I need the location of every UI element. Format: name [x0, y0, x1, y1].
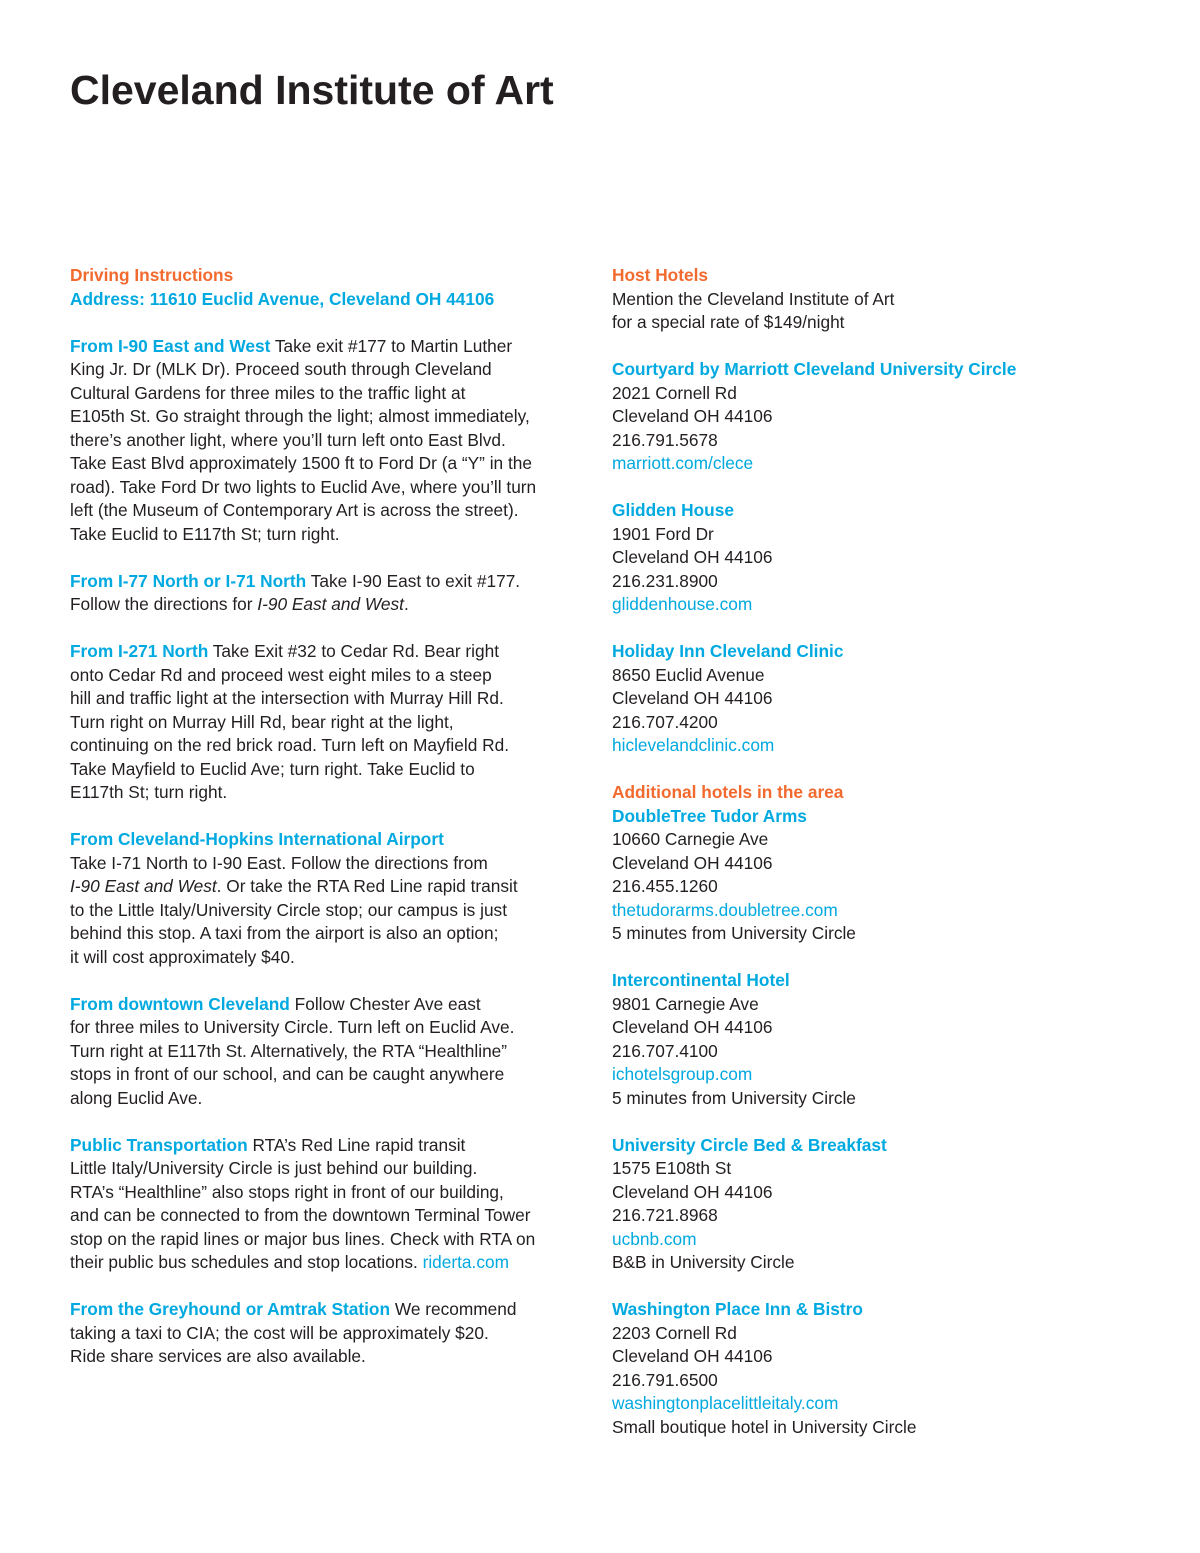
hotel-website-link[interactable]: marriott.com/clece: [612, 453, 754, 473]
driving-instructions-column: [70, 264, 590, 1369]
section-downtown-text: stops in front of our school, and can be caught anywhere: [70, 1064, 505, 1084]
hotel-phone: 216.707.4200: [612, 711, 718, 732]
hotel-note: 5 minutes from University Circle: [612, 1087, 856, 1108]
hotel-street: 2021 Cornell Rd: [612, 382, 737, 403]
section-public-text: RTA’s “Healthline” also stops right in front of our building,: [70, 1181, 504, 1202]
section-airport: [70, 828, 590, 969]
section-downtown-text: Turn right at E117th St. Alternatively, the RTA “Healthline”: [70, 1040, 508, 1061]
hotel-entry: [612, 358, 1172, 476]
section-i90-text: Take Euclid to E117th St; turn right.: [70, 523, 340, 544]
hotel-name: University Circle Bed & Breakfast: [612, 1134, 887, 1155]
hotel-website-link[interactable]: ucbnb.com: [612, 1228, 697, 1249]
section-i90-text: left (the Museum of Contemporary Art is across the street).: [70, 500, 519, 520]
hotel-website-link[interactable]: gliddenhouse.com: [612, 594, 753, 614]
hotel-street: 2203 Cornell Rd: [612, 1322, 737, 1343]
section-airport-text: Take I-71 North to I-90 East. Follow the directions from: [70, 852, 488, 873]
hotel-city: Cleveland OH 44106: [612, 1181, 773, 1202]
page-title: Cleveland Institute of Art: [70, 67, 554, 113]
hotels-column: [612, 264, 1172, 1439]
hotel-phone: 216.231.8900: [612, 570, 718, 591]
section-i90-label: From I-90 East and West: [70, 335, 271, 356]
section-i271-text: Take Exit #32 to Cedar Rd. Bear right: [208, 641, 500, 661]
additional-hotels-heading: Additional hotels in the area: [612, 782, 844, 802]
section-i271-text: Turn right on Murray Hill Rd, bear right at the light,: [70, 711, 454, 732]
hotel-name: Holiday Inn Cleveland Clinic: [612, 641, 844, 661]
section-i77-reference: I-90 East and West: [257, 594, 404, 614]
section-i77-text: .: [403, 594, 409, 614]
section-public-text: RTA’s Red Line rapid transit: [247, 1134, 466, 1155]
hotel-website-link[interactable]: washingtonplacelittleitaly.com: [612, 1393, 839, 1413]
section-public-text: their public bus schedules and stop locations.: [70, 1252, 423, 1272]
section-i90-text: there’s another light, where you’ll turn left onto East Blvd.: [70, 429, 506, 450]
hotel-website-link[interactable]: ichotelsgroup.com: [612, 1064, 753, 1084]
hotel-phone: 216.791.5678: [612, 429, 718, 450]
section-i90-text: E105th St. Go straight through the light; almost immediately,: [70, 406, 530, 426]
section-downtown-label: From downtown Cleveland: [70, 993, 290, 1014]
hotel-entry: [612, 969, 1172, 1110]
hotel-phone: 216.707.4100: [612, 1040, 718, 1061]
section-airport-text: behind this stop. A taxi from the airport is also an option;: [70, 923, 499, 943]
hotel-name: Washington Place Inn & Bistro: [612, 1299, 863, 1319]
hotel-street: 10660 Carnegie Ave: [612, 829, 769, 849]
hotel-entry: [612, 1134, 1172, 1275]
section-public-text: and can be connected to from the downtown Terminal Tower: [70, 1205, 531, 1225]
section-i271-text: E117th St; turn right.: [70, 782, 228, 802]
section-public-label: Public Transportation: [70, 1134, 248, 1155]
section-i77: [70, 570, 590, 617]
section-i271-text: continuing on the red brick road. Turn left on Mayfield Rd.: [70, 735, 509, 755]
section-i90-text: Take East Blvd approximately 1500 ft to Ford Dr (a “Y” in the: [70, 453, 532, 473]
section-i271: [70, 640, 590, 805]
section-i77-text: Follow the directions for: [70, 594, 258, 614]
section-i271-text: onto Cedar Rd and proceed west eight miles to a steep: [70, 664, 492, 685]
hotel-city: Cleveland OH 44106: [612, 852, 773, 873]
hotel-entry: [612, 805, 1172, 946]
hotel-note: 5 minutes from University Circle: [612, 923, 856, 943]
hotel-note: B&B in University Circle: [612, 1252, 795, 1272]
host-hotels-intro: Mention the Cleveland Institute of Art: [612, 288, 895, 309]
hotel-entry: [612, 640, 1172, 758]
hotel-name: Courtyard by Marriott Cleveland University Circle: [612, 359, 1017, 379]
section-public-transport: [70, 1134, 590, 1275]
section-i77-label: From I-77 North or I-71 North: [70, 570, 307, 591]
hotel-street: 1901 Ford Dr: [612, 523, 714, 544]
hotel-entry: [612, 499, 1172, 617]
hotel-city: Cleveland OH 44106: [612, 1017, 773, 1037]
section-greyhound-text: taking a taxi to CIA; the cost will be approximately $20.: [70, 1322, 489, 1343]
hotel-street: 8650 Euclid Avenue: [612, 664, 765, 685]
hotel-website-link[interactable]: thetudorarms.doubletree.com: [612, 899, 838, 920]
section-i90: [70, 335, 590, 547]
hotel-name: Intercontinental Hotel: [612, 970, 790, 990]
section-airport-text: it will cost approximately $40.: [70, 946, 295, 967]
section-downtown: [70, 993, 590, 1111]
section-greyhound-label: From the Greyhound or Amtrak Station: [70, 1299, 391, 1319]
hotel-website-link[interactable]: hiclevelandclinic.com: [612, 735, 775, 755]
section-greyhound: [70, 1298, 590, 1369]
driving-heading: Driving Instructions: [70, 265, 234, 285]
host-hotels-heading: Host Hotels: [612, 265, 709, 285]
section-i90-text: Take exit #177 to Martin Luther: [270, 335, 513, 356]
section-i271-label: From I-271 North: [70, 641, 209, 661]
section-airport-text: to the Little Italy/University Circle stop; our campus is just: [70, 899, 507, 920]
section-airport-reference: I-90 East and West: [70, 876, 217, 896]
section-downtown-text: Follow Chester Ave east: [289, 993, 481, 1014]
hotel-name: DoubleTree Tudor Arms: [612, 805, 807, 826]
section-i77-text: Take I-90 East to exit #177.: [306, 570, 521, 591]
hotel-phone: 216.455.1260: [612, 876, 718, 896]
hotel-street: 9801 Carnegie Ave: [612, 993, 759, 1014]
section-i90-text: King Jr. Dr (MLK Dr). Proceed south through Cleveland: [70, 359, 492, 379]
hotel-entry: [612, 1298, 1172, 1439]
section-airport-text: . Or take the RTA Red Line rapid transit: [216, 876, 518, 896]
section-i90-text: road). Take Ford Dr two lights to Euclid Ave, where you’ll turn: [70, 476, 537, 497]
hotel-city: Cleveland OH 44106: [612, 1346, 773, 1366]
hotel-name: Glidden House: [612, 500, 734, 520]
hotel-city: Cleveland OH 44106: [612, 406, 773, 426]
section-i271-text: Take Mayfield to Euclid Ave; turn right. Take Euclid to: [70, 758, 475, 779]
hotel-city: Cleveland OH 44106: [612, 688, 773, 708]
section-greyhound-text: Ride share services are also available.: [70, 1346, 366, 1366]
section-i90-text: Cultural Gardens for three miles to the traffic light at: [70, 382, 466, 403]
section-public-text: stop on the rapid lines or major bus lines. Check with RTA on: [70, 1228, 536, 1249]
hotel-street: 1575 E108th St: [612, 1158, 732, 1178]
section-i271-text: hill and traffic light at the intersection with Murray Hill Rd.: [70, 688, 504, 708]
host-hotels-intro: for a special rate of $149/night: [612, 312, 845, 332]
section-downtown-text: along Euclid Ave.: [70, 1087, 203, 1108]
section-greyhound-text: We recommend: [390, 1299, 517, 1319]
section-airport-label: From Cleveland-Hopkins International Airport: [70, 829, 444, 849]
riderta-link[interactable]: riderta.com: [422, 1252, 509, 1272]
hotel-phone: 216.791.6500: [612, 1369, 718, 1390]
campus-address: Address: 11610 Euclid Avenue, Cleveland OH 44106: [70, 288, 495, 309]
section-downtown-text: for three miles to University Circle. Turn left on Euclid Ave.: [70, 1017, 515, 1037]
hotel-note: Small boutique hotel in University Circle: [612, 1416, 917, 1437]
hotel-city: Cleveland OH 44106: [612, 547, 773, 567]
section-public-text: Little Italy/University Circle is just behind our building.: [70, 1158, 478, 1178]
hotel-phone: 216.721.8968: [612, 1205, 718, 1225]
